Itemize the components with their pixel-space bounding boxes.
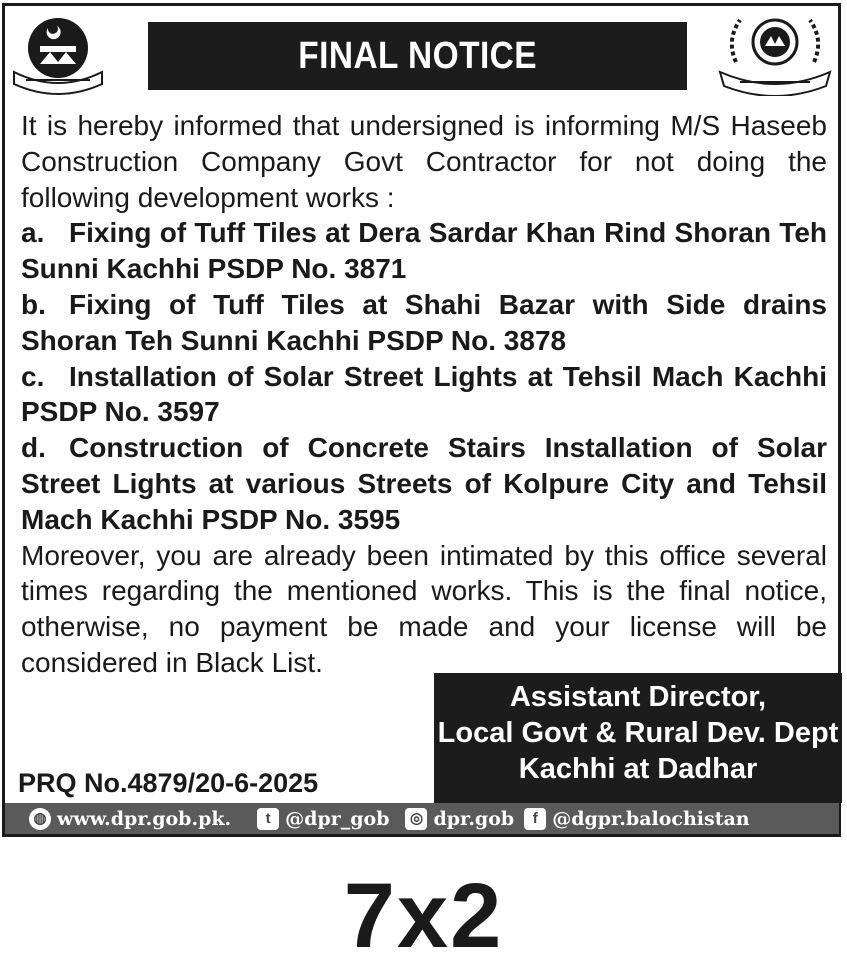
signature-block bbox=[434, 673, 842, 803]
ad-size-label: 7x2 bbox=[343, 865, 504, 967]
facebook-text: @dgpr.balochistan bbox=[552, 807, 750, 830]
prq-number: PRQ No.4879/20-6-2025 bbox=[18, 768, 319, 798]
signature-line-1: Assistant Director, bbox=[509, 681, 767, 713]
website-text: www.dpr.gob.pk. bbox=[57, 807, 232, 830]
work-item-c bbox=[21, 359, 827, 431]
work-item-text: Fixing of Tuff Tiles at Shahi Bazar with Side drains Shoran Teh Sunni Kachhi PSDP No. 3878 bbox=[21, 288, 827, 356]
signature-line-3: Kachhi at Dadhar bbox=[518, 753, 758, 785]
instagram-text: dpr.gob bbox=[433, 807, 515, 830]
instagram-icon: ◎ bbox=[405, 808, 427, 830]
signature-line-2: Local Govt & Rural Dev. Dept bbox=[437, 717, 839, 749]
work-item-a bbox=[21, 215, 827, 287]
work-item-text: Construction of Concrete Stairs Installation of Solar Street Lights at various Streets of Kolpure City and Tehsil Mach Kachhi PSDP No. 3595 bbox=[21, 432, 827, 535]
work-item-label: a. bbox=[21, 217, 45, 249]
closing-paragraph: Moreover, you are already been intimated by this office several times regarding the mentioned works. This is the final notice, otherwise, no payment be made and your license will be considered in Black List. bbox=[21, 539, 827, 678]
work-item-label: d. bbox=[21, 432, 46, 464]
twitter-text: @dpr_gob bbox=[285, 807, 390, 830]
footer-website[interactable] bbox=[29, 808, 231, 830]
facebook-icon: f bbox=[524, 808, 546, 830]
balochistan-emblem-icon bbox=[10, 14, 106, 96]
intro-paragraph: It is hereby informed that undersigned is informing M/S Haseeb Construction Company Govt Contractor for not doing the following development works : bbox=[21, 110, 827, 213]
work-item-text: Fixing of Tuff Tiles at Dera Sardar Khan Rind Shoran Teh Sunni Kachhi PSDP No. 3871 bbox=[21, 217, 827, 285]
work-item-label: b. bbox=[21, 288, 46, 320]
globe-icon: ◍ bbox=[29, 808, 51, 830]
footer-instagram[interactable] bbox=[405, 808, 514, 830]
work-item-text: Installation of Solar Street Lights at Tehsil Mach Kachhi PSDP No. 3597 bbox=[21, 360, 827, 428]
dgpr-emblem-icon bbox=[716, 12, 834, 96]
notice-title: FINAL NOTICE bbox=[298, 34, 537, 77]
work-item-label: c. bbox=[21, 360, 45, 392]
notice-body bbox=[21, 108, 827, 681]
notice-title-banner bbox=[148, 22, 687, 90]
twitter-icon: t bbox=[257, 808, 279, 830]
footer-facebook[interactable] bbox=[524, 808, 749, 830]
footer-bar bbox=[5, 803, 839, 834]
footer-twitter[interactable] bbox=[257, 808, 389, 830]
work-item-d bbox=[21, 430, 827, 537]
work-item-b bbox=[21, 287, 827, 359]
